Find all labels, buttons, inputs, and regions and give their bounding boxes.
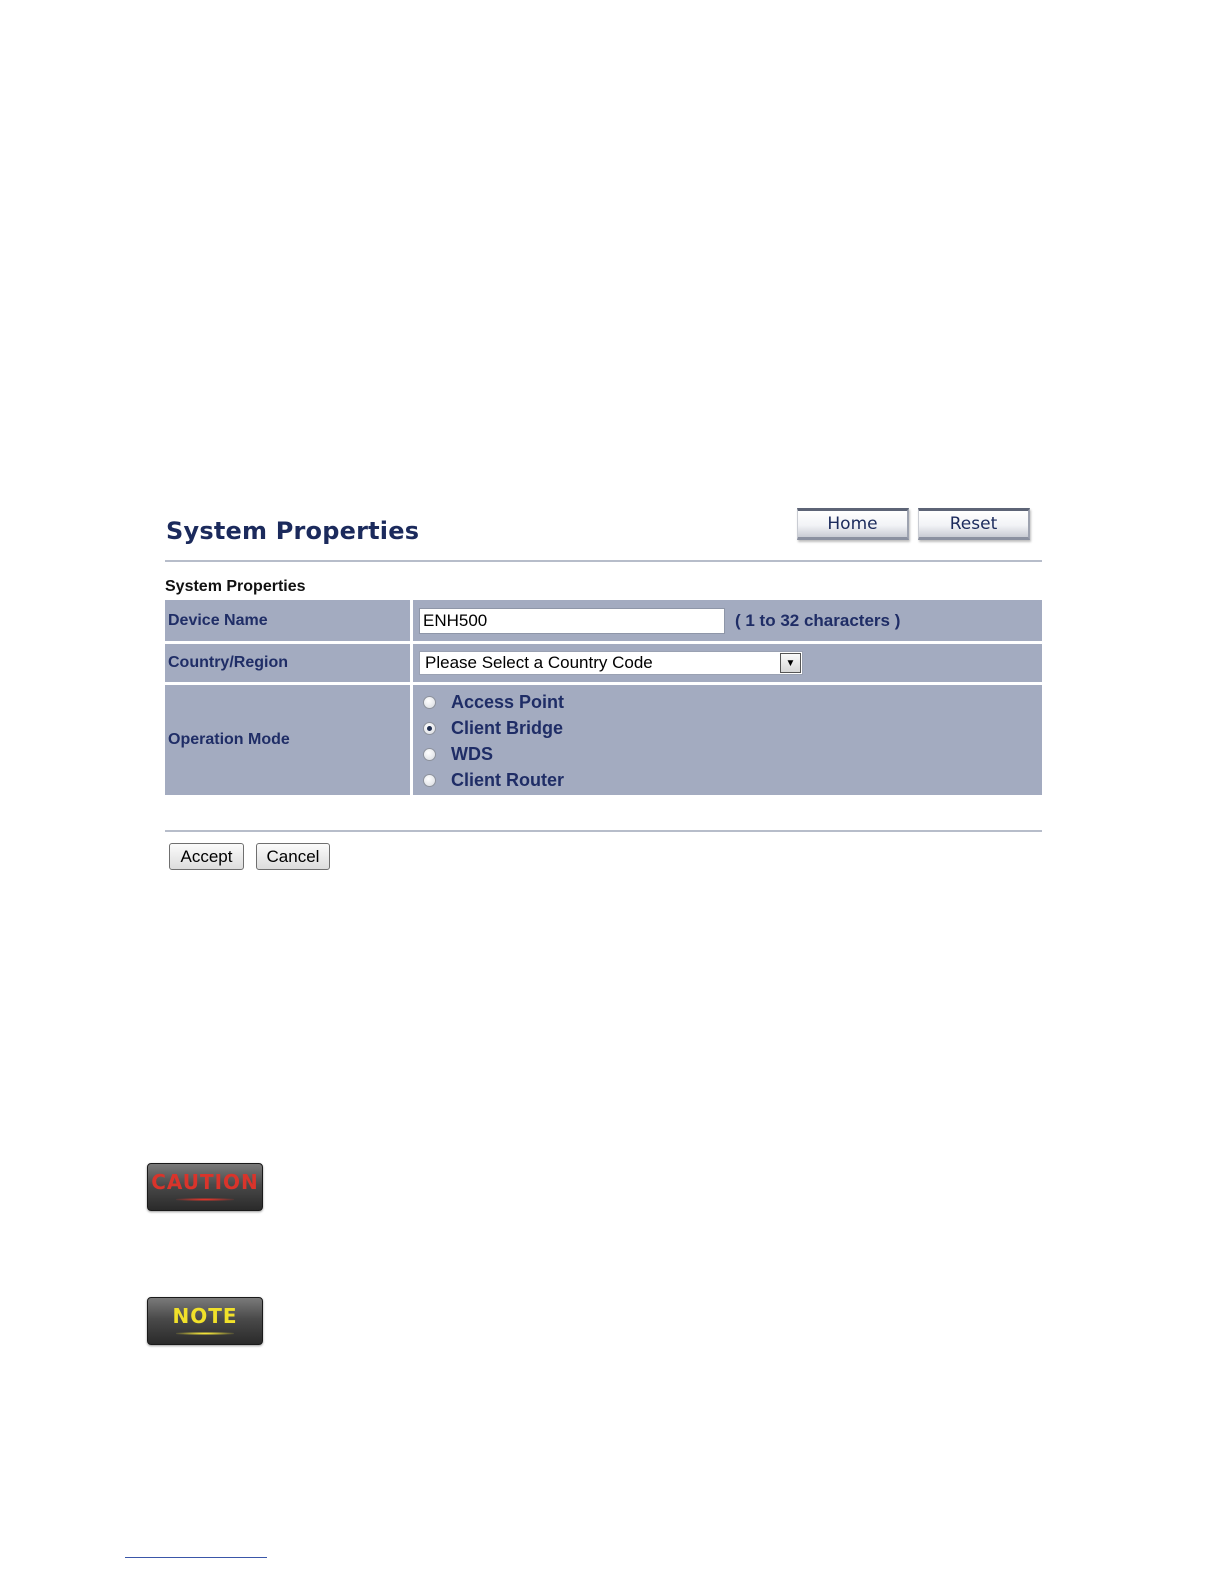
radio-label: WDS: [451, 743, 493, 764]
caution-glow: [176, 1198, 234, 1201]
chevron-down-icon[interactable]: ▼: [780, 653, 801, 673]
caution-badge: [147, 1163, 263, 1211]
footnote-divider: [125, 1557, 267, 1558]
home-button[interactable]: Home: [797, 508, 909, 540]
operation-mode-options: [419, 684, 564, 796]
note-badge-text: NOTE: [172, 1304, 238, 1328]
section-heading: System Properties: [165, 578, 306, 595]
country-region-label: Country/Region: [165, 644, 410, 682]
operation-mode-cell: [413, 685, 1042, 795]
radio-option-client-bridge[interactable]: [419, 715, 564, 741]
page-title: System Properties: [166, 517, 420, 545]
radio-button[interactable]: [423, 774, 436, 787]
radio-option-wds[interactable]: [419, 741, 564, 767]
radio-label: Access Point: [451, 691, 565, 712]
radio-button[interactable]: [423, 696, 436, 709]
note-glow: [176, 1332, 234, 1335]
operation-mode-row: [165, 685, 1042, 795]
radio-option-client-router[interactable]: [419, 767, 564, 793]
device-name-input[interactable]: [419, 608, 725, 634]
note-badge: [147, 1297, 263, 1345]
device-name-cell: [413, 600, 1042, 641]
country-region-cell: [413, 644, 1042, 682]
country-code-selected: Please Select a Country Code: [425, 653, 653, 672]
radio-button[interactable]: [423, 722, 436, 735]
header-divider: [165, 560, 1042, 562]
footer-divider: [165, 830, 1042, 832]
radio-label: Client Bridge: [451, 717, 564, 738]
accept-button[interactable]: Accept: [169, 843, 244, 870]
country-region-row: [165, 644, 1042, 682]
country-code-select[interactable]: [419, 651, 803, 675]
caution-badge-text: CAUTION: [151, 1170, 259, 1194]
device-name-row: [165, 600, 1042, 641]
system-properties-form: [165, 600, 1042, 795]
radio-button[interactable]: [423, 748, 436, 761]
operation-mode-label: Operation Mode: [165, 685, 410, 795]
radio-option-access-point[interactable]: [419, 689, 564, 715]
reset-button[interactable]: Reset: [918, 508, 1030, 540]
device-name-hint: ( 1 to 32 characters ): [735, 610, 901, 630]
cancel-button[interactable]: Cancel: [256, 843, 330, 870]
radio-label: Client Router: [451, 769, 565, 790]
device-name-label: Device Name: [165, 600, 410, 641]
